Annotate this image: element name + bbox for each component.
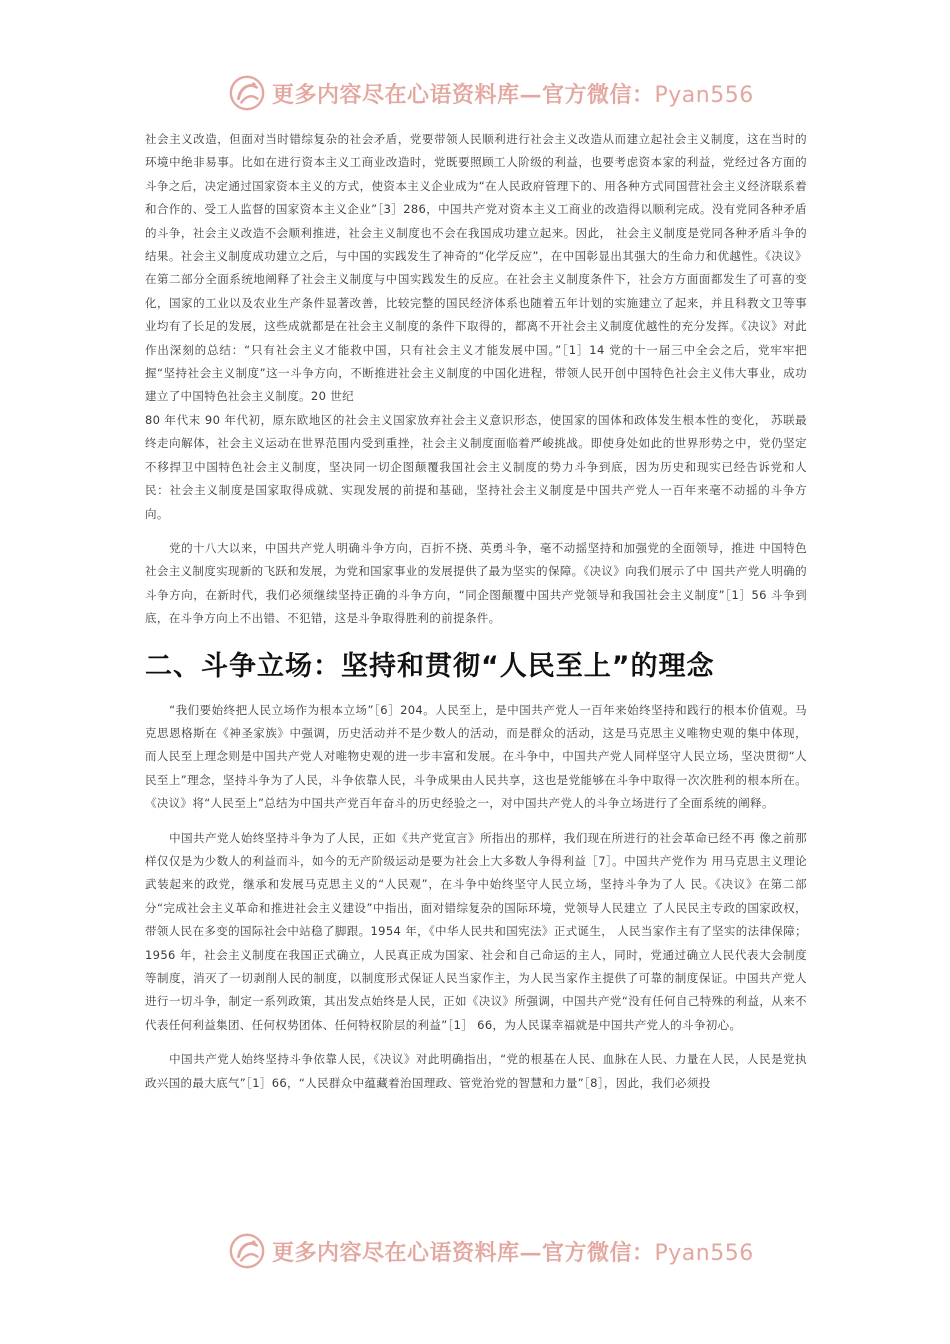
xinyu-logo-icon [228, 1232, 266, 1270]
header-banner-inner [228, 74, 754, 112]
footer-wechat-id: Pyan556 [654, 1240, 754, 1266]
header-banner-text [272, 78, 754, 109]
paragraph-gap [145, 816, 807, 827]
xinyu-logo-icon [228, 74, 266, 112]
paragraph-gap [145, 526, 807, 537]
paragraph-4: “我们要始终把人民立场作为根本立场”［6］204。人民至上，是中国共产党人一百年来始终坚持和践行的根本价值观。马克思恩格斯在《神圣家族》中强调，历史活动并不是少数人的活动，而是群众的活动，这是马克思主义唯物史观的集中体现，而人民至上理念则是中国共产党人对唯物史观的进一步丰富和发展。在斗争中，中国共产党人同样坚守人民立场，坚决贯彻“人民至上”理念，坚持斗争为了人民，斗争依靠人民，斗争成果由人民共享，这也是党能够在斗争中取得一次次胜利的根本所在。《决议》将“人民至上”总结为中国共产党百年奋斗的历史经验之一，对中国共产党人的斗争立场进行了全面系统的阐释。 [145, 702, 807, 811]
paragraph-gap [145, 1037, 807, 1048]
header-banner-label: 更多内容尽在心语资料库—官方微信： [272, 81, 655, 108]
footer-banner-label: 更多内容尽在心语资料库—官方微信： [272, 1239, 655, 1266]
footer-banner [0, 1228, 950, 1274]
paragraph-6: 中国共产党人始终坚持斗争依靠人民，《决议》对此明确指出，“党的根基在人民、血脉在人民、力量在人民，人民是党执政兴国的最大底气”［1］66，“人民群众中蕴藏着治国理政、管党治党的智慧和力量”［8］，因此，我们必须投 [145, 1052, 807, 1090]
document-body [145, 128, 807, 1095]
paragraph-3: 党的十八大以来，中国共产党人明确斗争方向，百折不挠、英勇斗争，毫不动摇坚持和加强党的全面领导，推进 中国特色社会主义制度实现新的飞跃和发展，为党和国家事业的发展提供了最为坚实的保障。《决议》向我们展示了中 国共产党人明确的斗争方向，在新时代，我们必须继续坚持正确的斗争方向，“同企图颠覆中国共产党领导和我国社会主义制度”［1］56 斗争到底，在斗争方向上不出错、不犯错，这是斗争取得胜利的前提条件。 [145, 540, 807, 626]
header-banner [0, 70, 950, 116]
paragraph-5: 中国共产党人始终坚持斗争为了人民，正如《共产党宣言》所指出的那样，我们现在所进行的社会革命已经不再 像之前那样仅仅是为少数人的利益而斗，如今的无产阶级运动是要为社会上大多数人争得利益［7］。中国共产党作为 用马克思主义理论武装起来的政党，继承和发展马克思主义的“人民观”，在斗争中始终坚守人民立场，坚持斗争为了人 民。《决议》在第二部分“完成社会主义革命和推进社会主义建设”中指出，面对错综复杂的国际环境，党领导人民建立 了人民民主专政的国家政权，带领人民在多变的国际社会中站稳了脚跟。1954 年，《中华人民共和国宪法》正式诞生， 人民当家作主有了坚实的法律保障；1956 年，社会主义制度在我国正式确立，人民真正成为国家、社会和自己命运的主人，同时，党通过确立人民代表大会制度等制度，消灭了一切剥削人民的制度，以制度形式保证人民当家作主，为人民当家作主提供了可靠的制度保证。中国共产党人进行一切斗争，制定一系列政策，其出发点始终是人民，正如《决议》所强调，中国共产党“没有任何自己特殊的利益，从来不代表任何利益集团、任何权势团体、任何特权阶层的利益”［1］ 66，为人民谋幸福就是中国共产党人的斗争初心。 [145, 830, 807, 1032]
header-wechat-id: Pyan556 [654, 82, 754, 108]
paragraph-1: 社会主义改造，但面对当时错综复杂的社会矛盾，党要带领人民顺利进行社会主义改造从而建立起社会主义制度，这在当时的环境中绝非易事。比如在进行资本主义工商业改造时，党既要照顾工人阶级的利益，也要考虑资本家的利益，党经过各方面的斗争之后，决定通过国家资本主义的方式，使资本主义企业成为“在人民政府管理下的、用各种方式同国营社会主义经济联系着和合作的、受工人监督的国家资本主义企业”［3］286，中国共产党对资本主义工商业的改造得以顺利完成。没有党同各种矛盾的斗争，社会主义改造不会顺利推进，社会主义制度也不会在我国成功建立起来。因此， 社会主义制度是党同各种矛盾斗争的结果。社会主义制度成功建立之后，与中国的实践发生了神奇的“化学反应”，在中国彰显出其强大的生命力和优越性。《决议》在第二部分全面系统地阐释了社会主义制度与中国实践发生的反应。在社会主义制度条件下，社会方方面面都发生了可喜的变化，国家的工业以及农业生产条件显著改善，比较完整的国民经济体系也随着五年计划的实施建立了起来，并且科教文卫等事业均有了长足的发展，这些成就都是在社会主义制度的条件下取得的，都离不开社会主义制度优越性的充分发挥。《决议》对此作出深刻的总结：“只有社会主义才能救中国，只有社会主义才能发展中国。”［1］14 党的十一届三中全会之后，党牢牢把握“坚持社会主义制度”这一斗争方向，不断推进社会主义制度的中国化进程，带领人民开创中国特色社会主义伟大事业，成功建立了中国特色社会主义制度。20 世纪 [145, 132, 807, 404]
footer-banner-text [272, 1236, 754, 1267]
paragraph-2: 80 年代末 90 年代初，原东欧地区的社会主义国家放弃社会主义意识形态，使国家的国体和政体发生根本性的变化， 苏联最终走向解体，社会主义运动在世界范围内受到重挫，社会主义制度面临着严峻挑战。即使身处如此的世界形势之中，党仍坚定不移捍卫中国特色社会主义制度，坚决同一切企图颠覆我国社会主义制度的势力斗争到底，因为历史和现实已经告诉党和人民：社会主义制度是国家取得成就、实现发展的前提和基础，坚持社会主义制度是中国共产党人一百年来毫不动摇的斗争方向。 [145, 412, 807, 521]
footer-banner-inner [228, 1232, 754, 1270]
section-heading: 二、斗争立场：坚持和贯彻“人民至上”的理念 [145, 650, 715, 682]
